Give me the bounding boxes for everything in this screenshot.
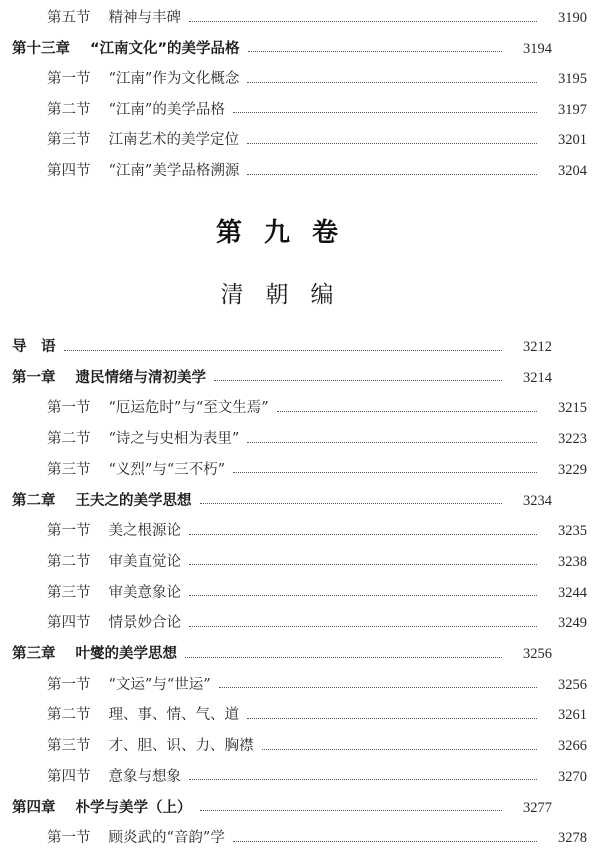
toc-page-number: 3214: [523, 369, 552, 386]
toc-entry-title: “江南文化”的美学品格: [90, 40, 240, 57]
toc-chapter-entry[interactable]: [0, 640, 566, 668]
toc-page-number: 3256: [558, 676, 587, 693]
toc-section-entry[interactable]: [0, 763, 601, 791]
toc-dot-leader: [219, 687, 537, 688]
toc-page-number: 3266: [558, 738, 587, 755]
toc-page-number: 3234: [523, 492, 552, 509]
toc-dot-leader: [248, 51, 502, 52]
toc-page-number: 3256: [523, 646, 552, 662]
toc-dot-leader: [233, 112, 537, 113]
toc-entry-title: “江南”的美学品格: [108, 101, 225, 118]
toc-dot-leader: [200, 810, 503, 811]
toc-dot-leader: [277, 411, 537, 412]
toc-page-number: 3238: [558, 553, 587, 570]
toc-entry-number: 第一章: [12, 369, 56, 386]
toc-entry-number: 第十三章: [12, 40, 70, 57]
toc-page-number: 3261: [558, 707, 587, 724]
toc-entry-number: 第一节: [47, 830, 91, 847]
toc-page-number: 3244: [558, 584, 587, 601]
toc-entry-title: “厄运危时”与“至文生焉”: [108, 400, 269, 417]
toc-page-number: 3235: [558, 523, 587, 540]
toc-entry-number: 第三节: [47, 461, 91, 478]
toc-entry-title: “义烈”与“三不朽”: [108, 461, 226, 478]
toc-dot-leader: [247, 442, 537, 443]
toc-dot-leader: [189, 779, 537, 780]
toc-entry-number: 第二节: [47, 553, 91, 570]
toc-entry-title: 遗民情绪与清初美学: [75, 369, 206, 386]
toc-chapter-entry[interactable]: [0, 487, 566, 515]
toc-section-entry[interactable]: [0, 126, 601, 154]
toc-entry-title: 王夫之的美学思想: [75, 492, 192, 509]
toc-dot-leader: [189, 534, 537, 535]
toc-entry-number: 第二节: [47, 707, 91, 724]
toc-page-number: 3212: [523, 339, 552, 355]
toc-section-entry[interactable]: [0, 456, 601, 484]
toc-entry-number: 第三节: [47, 738, 91, 755]
toc-section-entry[interactable]: [0, 671, 601, 699]
toc-entry-title: “江南”美学品格溯源: [108, 163, 240, 179]
toc-page-number: 3229: [558, 461, 587, 478]
toc-entry-title: 才、胆、识、力、胸襟: [108, 738, 254, 755]
toc-entry-title: 精神与丰碑: [108, 10, 181, 26]
toc-dot-leader: [189, 564, 537, 565]
toc-dot-leader: [247, 143, 537, 144]
toc-entry-title: “江南”作为文化概念: [108, 71, 240, 88]
toc-dot-leader: [185, 657, 502, 658]
toc-entry-number: 第五节: [47, 10, 91, 26]
toc-entry-number: 第二节: [47, 431, 91, 448]
toc-page-number: 3249: [558, 615, 587, 632]
toc-entry-title: 审美意象论: [108, 584, 181, 601]
toc-entry-title: 美之根源论: [108, 523, 181, 540]
toc-page-number: 3277: [523, 799, 552, 816]
toc-dot-leader: [233, 841, 537, 842]
toc-page-number: 3278: [558, 830, 587, 847]
toc-chapter-entry[interactable]: [0, 35, 566, 63]
toc-chapter-entry[interactable]: [0, 333, 566, 361]
toc-dot-leader: [233, 472, 537, 473]
toc-section-entry[interactable]: [0, 157, 601, 185]
toc-entry-title: 朴学与美学（上）: [75, 799, 192, 816]
toc-entry-number: 第二节: [47, 101, 91, 118]
toc-section-entry[interactable]: [0, 96, 601, 124]
toc-section-entry[interactable]: [0, 65, 601, 93]
toc-page-number: 3215: [558, 400, 587, 417]
toc-page-number: 3195: [558, 71, 587, 88]
toc-entry-number: 导 语: [12, 339, 56, 355]
toc-entry-title: “诗之与史相为表里”: [108, 431, 240, 448]
toc-entry-title: 顾炎武的“音韵”学: [108, 830, 225, 847]
toc-section-entry[interactable]: [0, 824, 601, 852]
toc-dot-leader: [64, 350, 503, 351]
toc-section-entry[interactable]: [0, 517, 601, 545]
toc-page-number: 3223: [558, 431, 587, 448]
toc-entry-title: 叶燮的美学思想: [75, 646, 177, 662]
toc-section-entry[interactable]: [0, 394, 601, 422]
toc-section-entry[interactable]: [0, 4, 601, 32]
toc-chapter-entry[interactable]: [0, 794, 566, 822]
toc-entry-number: 第四节: [47, 768, 91, 785]
toc-entry-title: 情景妙合论: [108, 615, 181, 632]
toc-section-entry[interactable]: [0, 609, 601, 637]
toc-dot-leader: [189, 21, 537, 22]
toc-page-number: 3270: [558, 768, 587, 785]
toc-entry-title: 意象与想象: [108, 768, 181, 785]
toc-section-entry[interactable]: [0, 548, 601, 576]
toc-entry-number: 第三节: [47, 584, 91, 601]
toc-entry-number: 第四章: [12, 799, 56, 816]
volume-subtitle: 清朝编: [220, 282, 356, 308]
toc-section-entry[interactable]: [0, 732, 601, 760]
toc-entry-title: 江南艺术的美学定位: [108, 132, 239, 149]
toc-entry-number: 第一节: [47, 400, 91, 417]
toc-entry-number: 第四节: [47, 615, 91, 632]
toc-dot-leader: [247, 82, 537, 83]
toc-dot-leader: [247, 718, 537, 719]
toc-entry-number: 第一节: [47, 523, 91, 540]
toc-page-number: 3190: [558, 10, 587, 26]
toc-chapter-entry[interactable]: [0, 364, 566, 392]
toc-entry-title: 理、事、情、气、道: [108, 707, 239, 724]
toc-entry-number: 第三章: [12, 646, 56, 662]
toc-entry-number: 第三节: [47, 132, 91, 149]
toc-dot-leader: [200, 503, 503, 504]
toc-dot-leader: [189, 595, 537, 596]
toc-page-number: 3197: [558, 101, 587, 118]
toc-dot-leader: [214, 380, 502, 381]
toc-dot-leader: [189, 626, 537, 627]
toc-entry-number: 第四节: [47, 163, 91, 179]
toc-entry-title: 审美直觉论: [108, 553, 181, 570]
toc-page-number: 3204: [558, 163, 587, 179]
toc-section-entry[interactable]: [0, 425, 601, 453]
toc-page-number: 3194: [523, 40, 552, 57]
toc-entry-number: 第一节: [47, 71, 91, 88]
toc-dot-leader: [262, 749, 538, 750]
toc-section-entry[interactable]: [0, 579, 601, 607]
toc-entry-title: “文运”与“世运”: [108, 676, 211, 693]
toc-entry-number: 第二章: [12, 492, 56, 509]
volume-title: 第九卷: [215, 218, 360, 248]
toc-section-entry[interactable]: [0, 701, 601, 729]
toc-entry-number: 第一节: [47, 676, 91, 693]
toc-page-number: 3201: [558, 132, 587, 149]
toc-dot-leader: [247, 174, 537, 175]
